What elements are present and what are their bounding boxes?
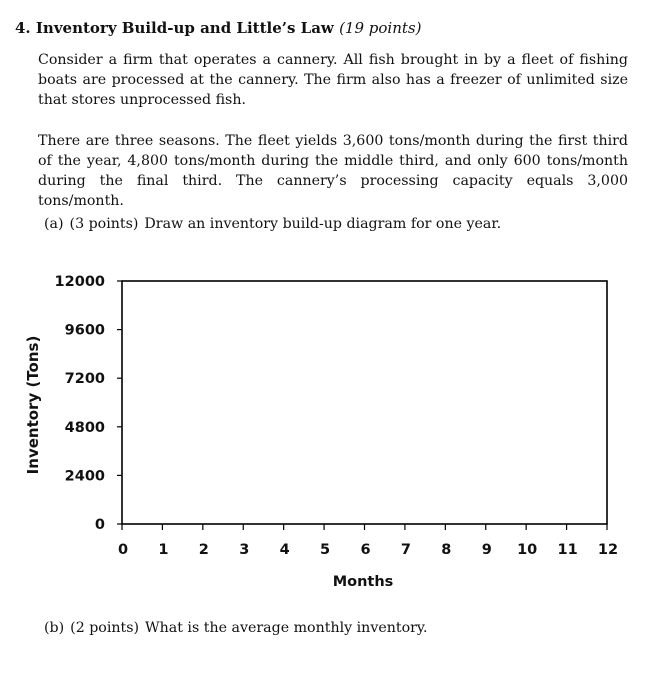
plot-area xyxy=(122,281,607,524)
y-tick-label: 9600 xyxy=(64,322,105,339)
x-tick-label: 8 xyxy=(441,542,452,558)
x-tick-label: 12 xyxy=(597,542,619,558)
x-tick-label: 9 xyxy=(481,542,492,558)
x-axis-label: Months xyxy=(332,574,394,590)
question-points: (19 points) xyxy=(339,19,422,37)
y-tick-label: 2400 xyxy=(64,468,105,485)
plot-frame xyxy=(122,281,607,524)
part-b-prompt: What is the average monthly inventory. xyxy=(145,620,428,636)
x-tick-label: 11 xyxy=(557,542,578,558)
part-a-points: (3 points) xyxy=(69,216,139,232)
x-tick-label: 2 xyxy=(198,542,209,558)
x-tick-label: 1 xyxy=(158,542,169,558)
y-tick-label: 7200 xyxy=(64,371,105,388)
y-axis-label: Inventory (Tons) xyxy=(24,335,42,475)
part-b xyxy=(44,620,428,636)
x-tick-label: 3 xyxy=(239,542,250,558)
question-number: 4. xyxy=(15,19,31,37)
y-tick-label: 12000 xyxy=(54,274,105,290)
problem-paragraph-2: There are three seasons. The fleet yields 3,600 tons/month during the first third of the year, 4,800 tons/month during the middle third, and only 600 tons/month during the final third. The cannery’s processing capacity equals 3,000 tons/month. xyxy=(38,133,628,209)
inventory-chart xyxy=(0,255,658,600)
x-tick-label: 5 xyxy=(320,542,331,558)
problem-paragraph-1: Consider a firm that operates a cannery. All fish brought in by a fleet of fishing boats are processed at the cannery. The firm also has a freezer of unlimited size that stores unprocessed fish. xyxy=(38,52,628,108)
x-tick-label: 0 xyxy=(117,542,129,558)
y-axis-ticks xyxy=(55,274,122,533)
question-header xyxy=(15,19,421,37)
x-tick-label: 7 xyxy=(400,542,411,558)
part-a-prompt: Draw an inventory build-up diagram for one year. xyxy=(144,216,502,232)
x-tick-label: 6 xyxy=(360,542,371,558)
part-b-points: (2 points) xyxy=(70,620,140,636)
y-tick-label: 4800 xyxy=(64,419,105,436)
part-a xyxy=(44,216,501,232)
part-b-label: (b) xyxy=(44,620,65,636)
y-tick-label: 0 xyxy=(94,517,105,533)
x-tick-label: 10 xyxy=(517,542,538,558)
question-title: Inventory Build-up and Little’s Law xyxy=(35,19,334,37)
part-a-label: (a) xyxy=(44,216,64,232)
x-axis-ticks xyxy=(118,524,618,558)
x-tick-label: 4 xyxy=(279,542,290,558)
